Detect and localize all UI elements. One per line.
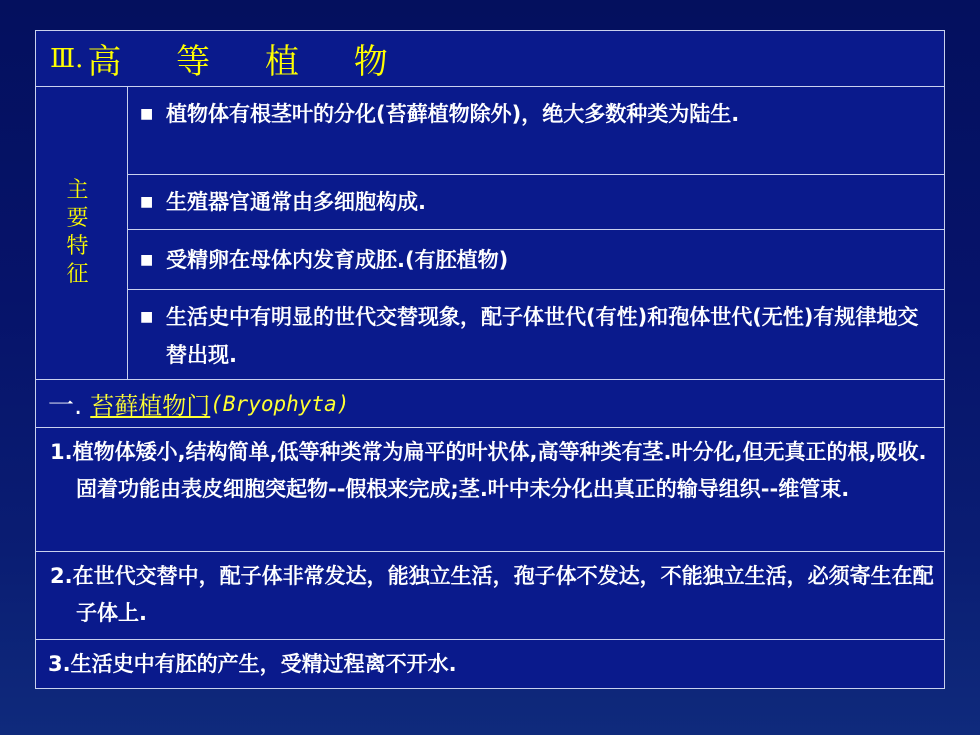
features-block <box>36 87 944 380</box>
feature-text: 生活史中有明显的世代交替现象，配子体世代(有性)和孢体世代(无性)有规律地交替出现. <box>166 305 919 367</box>
section-heading-row <box>36 380 944 428</box>
bullet-icon: ■ <box>140 251 154 268</box>
feature-item <box>128 290 944 379</box>
section-number: 一. <box>48 391 83 421</box>
features-label: 主 要 特 征 <box>66 178 97 287</box>
bullet-icon: ■ <box>140 106 154 122</box>
feature-text: 生殖器官通常由多细胞构成. <box>166 189 426 214</box>
feature-item <box>128 175 944 231</box>
paragraph-3: 3.生活史中有胚的产生，受精过程离不开水. <box>48 651 457 676</box>
heading-number: Ⅲ. <box>50 43 84 74</box>
feature-item <box>128 87 944 175</box>
feature-text: 植物体有根茎叶的分化(苔藓植物除外)，绝大多数种类为陆生. <box>166 102 740 126</box>
section-name: 苔藓植物门 <box>90 392 211 420</box>
feature-text: 受精卵在母体内发育成胚.(有胚植物) <box>166 247 509 272</box>
heading-row <box>36 31 944 87</box>
content-table <box>35 30 945 689</box>
bullet-icon: ■ <box>140 193 154 210</box>
features-label-cell <box>36 87 128 379</box>
paragraph-2: 2.在世代交替中，配子体非常发达，能独立生活，孢子体不发达，不能独立生活，必须寄生在配子体上. <box>36 552 944 640</box>
bullet-icon: ■ <box>140 309 154 325</box>
features-list <box>128 87 944 379</box>
heading-title: 高 等 植 物 <box>87 42 410 82</box>
section-latin-name: (Bryophyta) <box>210 391 350 416</box>
paragraph-1: 1.植物体矮小,结构简单,低等种类常为扁平的叶状体,高等种类有茎.叶分化,但无真正的根,吸收.固着功能由表皮细胞突起物--假根来完成;茎.叶中未分化出真正的输导组织--维管束. <box>36 428 944 552</box>
feature-item <box>128 230 944 290</box>
